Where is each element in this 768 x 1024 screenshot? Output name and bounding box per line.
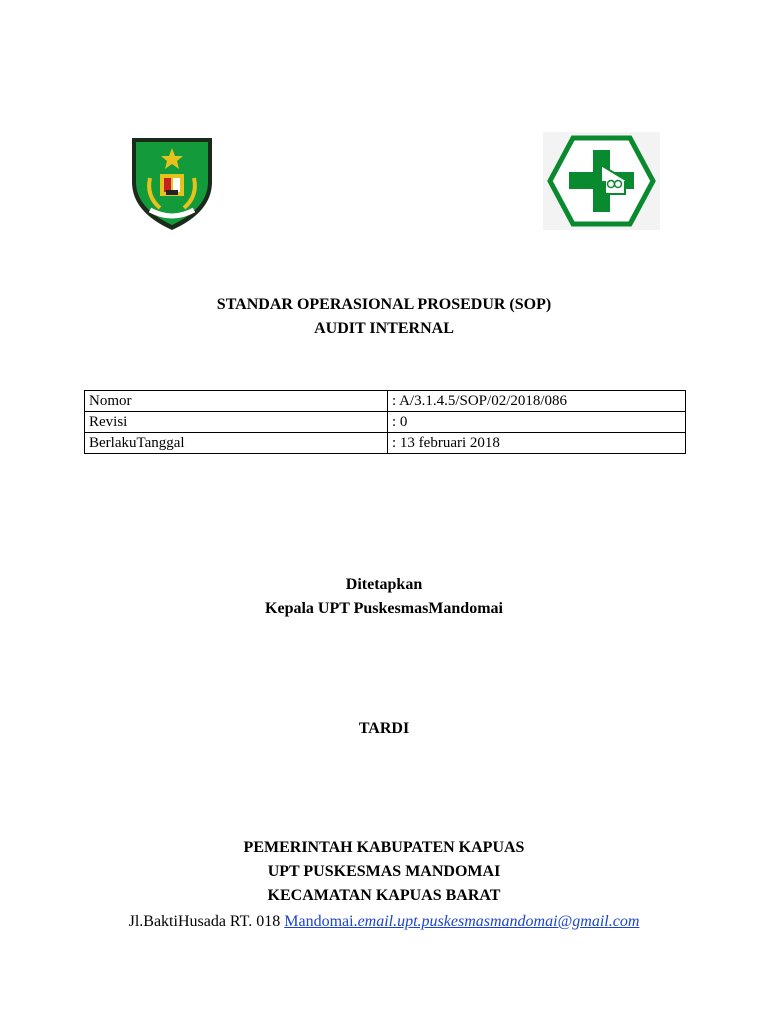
table-row: [85, 391, 686, 412]
meta-value: : 0: [388, 412, 686, 433]
government-line-1: PEMERINTAH KABUPATEN KAPUAS: [243, 839, 525, 856]
email-link-italic: email.upt.puskesmasmandomai@gmail.com: [357, 913, 640, 930]
meta-value: : A/3.1.4.5/SOP/02/2018/086: [388, 391, 686, 412]
kabupaten-emblem-logo: [120, 130, 224, 234]
document-meta-table: [84, 390, 686, 454]
meta-label: BerlakuTanggal: [85, 433, 388, 454]
meta-label: Nomor: [85, 391, 388, 412]
puskesmas-logo: [543, 132, 660, 230]
document-title: STANDAR OPERASIONAL PROSEDUR (SOP): [216, 296, 552, 313]
establisher-title: Kepala UPT PuskesmasMandomai: [265, 600, 503, 617]
table-row: [85, 433, 686, 454]
signatory-name: TARDI: [358, 720, 410, 737]
meta-value: : 13 februari 2018: [388, 433, 686, 454]
table-row: [85, 412, 686, 433]
address-line: [0, 910, 768, 934]
email-link-plain: Mandomai.: [284, 913, 358, 930]
email-link[interactable]: [284, 913, 639, 930]
government-line-2: UPT PUSKESMAS MANDOMAI: [267, 863, 501, 880]
established-label: Ditetapkan: [345, 576, 423, 593]
meta-label: Revisi: [85, 412, 388, 433]
address-text: Jl.BaktiHusada RT. 018: [128, 913, 285, 930]
government-line-3: KECAMATAN KAPUAS BARAT: [267, 887, 501, 904]
document-subtitle: AUDIT INTERNAL: [314, 320, 454, 337]
